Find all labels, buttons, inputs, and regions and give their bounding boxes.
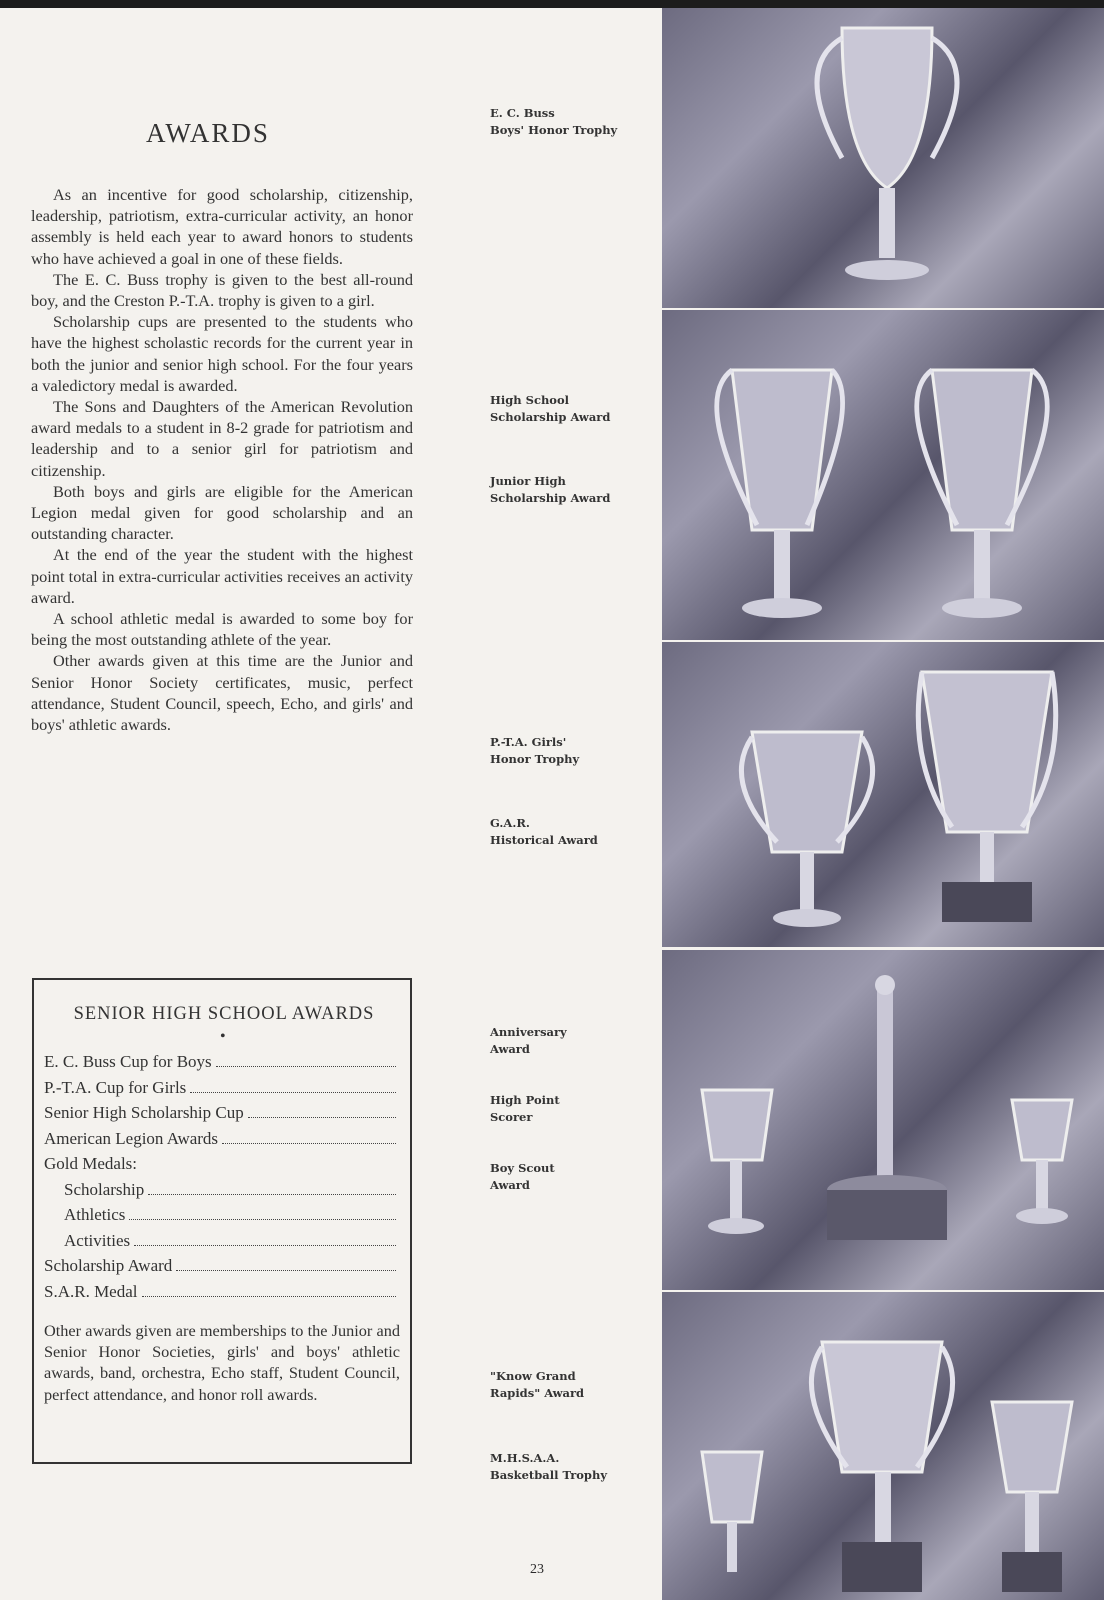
award-list-item: E. C. Buss Cup for Boys xyxy=(44,1052,396,1078)
award-list-item: American Legion Awards xyxy=(44,1129,396,1155)
trophy-icon xyxy=(662,1292,1104,1600)
caption-junior-high-scholarship: Junior High Scholarship Award xyxy=(490,474,611,505)
caption-anniversary: Anniversary Award xyxy=(490,1025,567,1056)
senior-awards-box xyxy=(32,978,412,1464)
caption-know-grand-rapids: "Know Grand Rapids" Award xyxy=(490,1369,585,1400)
page-number: 23 xyxy=(530,1562,544,1577)
paragraph: A school athletic medal is awarded to some boy for being the most outstanding athlete of the year. xyxy=(31,609,413,650)
senior-awards-note: Other awards given are memberships to the Junior and Senior Honor Societies, girls' and boys' athletic awards, band, orchestra, Echo staff, Student Council, perfect attendance, and honor roll awards. xyxy=(44,1321,400,1404)
trophy-photo-ec-buss xyxy=(662,8,1104,308)
paragraph: Other awards given at this time are the Junior and Senior Honor Society certificates, music, perfect attendance, Student Council, speech, Echo, and girls' and boys' athletic awards. xyxy=(31,651,413,735)
trophy-icon xyxy=(662,8,1104,308)
award-list-item: Scholarship xyxy=(44,1180,396,1206)
awards-description xyxy=(31,184,413,735)
trophy-icon xyxy=(662,950,1104,1290)
trophy-photo-know-grand-rapids xyxy=(662,1292,1104,1600)
caption-boy-scout: Boy Scout Award xyxy=(490,1161,555,1192)
caption-gar: G.A.R. Historical Award xyxy=(490,816,598,847)
award-list-item: Scholarship Award xyxy=(44,1256,396,1282)
award-list-item: Gold Medals: xyxy=(44,1154,138,1173)
trophy-icon xyxy=(662,310,1104,640)
paragraph: The E. C. Buss trophy is given to the best all-round boy, and the Creston P.-T.A. trophy is given to a girl. xyxy=(31,269,413,311)
paragraph: Both boys and girls are eligible for the American Legion medal given for good scholarship and an outstanding character. xyxy=(31,481,413,544)
paragraph: The Sons and Daughters of the American Revolution award medals to a student in 8-2 grade for patriotism and leadership and to a senior girl for patriotism and citizenship. xyxy=(31,397,413,480)
trophy-photo-scholarship xyxy=(662,310,1104,640)
award-list-item: P.-T.A. Cup for Girls xyxy=(44,1078,396,1104)
caption-ec-buss: E. C. Buss Boys' Honor Trophy xyxy=(490,106,618,137)
award-list-item: Activities xyxy=(44,1231,396,1257)
trophy-photo-anniversary xyxy=(662,950,1104,1290)
page-top-edge xyxy=(0,0,1104,8)
award-list-item: Senior High Scholarship Cup xyxy=(44,1103,396,1129)
page-title: AWARDS xyxy=(146,118,270,148)
senior-awards-list xyxy=(44,1052,396,1307)
award-list-item: Athletics xyxy=(44,1205,396,1231)
paragraph: At the end of the year the student with the highest point total in extra-curricular activities receives an activity award. xyxy=(31,545,413,607)
paragraph: As an incentive for good scholarship, citizenship, leadership, patriotism, extra-curricular activity, an honor assembly is held each year to award honors to students who have achieved a goal in one of these fields. xyxy=(31,185,413,268)
caption-pta-girls: P.-T.A. Girls' Honor Trophy xyxy=(490,735,580,766)
trophy-photo-pta-gar xyxy=(662,642,1104,947)
caption-high-school-scholarship: High School Scholarship Award xyxy=(490,393,611,424)
caption-mhsaa: M.H.S.A.A. Basketball Trophy xyxy=(490,1451,608,1482)
paragraph: Scholarship cups are presented to the students who have the highest scholastic records for the current year in both the junior and senior high school. For the four years a valedictory medal is awarded. xyxy=(31,312,413,395)
award-list-item: S.A.R. Medal xyxy=(44,1282,396,1308)
senior-awards-heading: SENIOR HIGH SCHOOL AWARDS xyxy=(73,1004,375,1024)
bullet-dot: • xyxy=(220,1028,226,1045)
caption-high-point: High Point Scorer xyxy=(490,1093,560,1124)
trophy-icon xyxy=(662,642,1104,947)
